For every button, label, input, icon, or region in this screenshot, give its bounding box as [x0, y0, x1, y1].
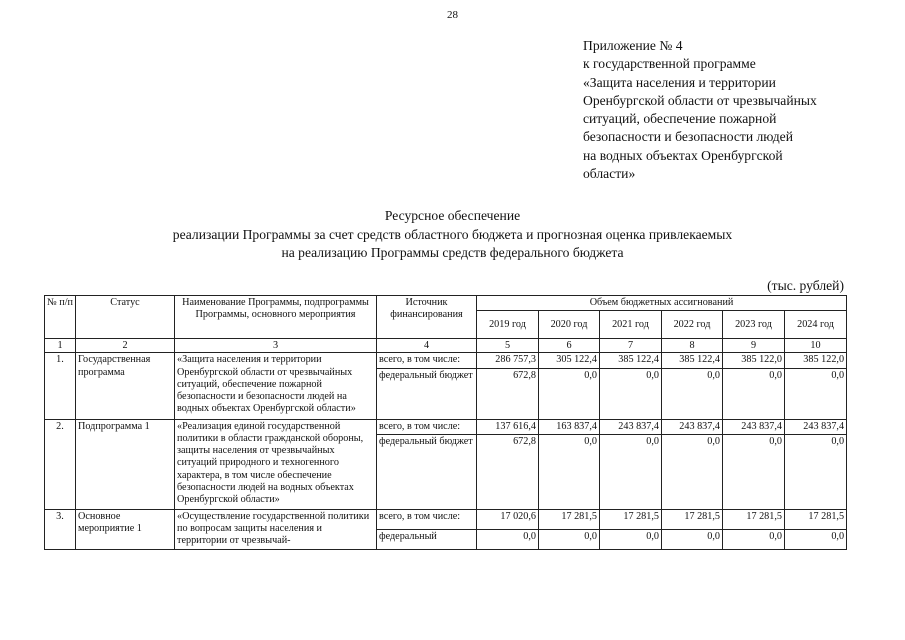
header-year: 2023 год	[723, 311, 785, 339]
row-value: 385 122,0	[785, 353, 847, 368]
header-year: 2021 год	[600, 311, 662, 339]
row-value: 243 837,4	[662, 419, 723, 434]
appendix-line: ситуаций, обеспечение пожарной	[583, 111, 777, 127]
row-value: 243 837,4	[723, 419, 785, 434]
column-number: 2	[76, 339, 175, 353]
row-value: 17 281,5	[662, 509, 723, 529]
table-row	[45, 509, 847, 529]
row-value: 0,0	[662, 434, 723, 509]
row-value: 0,0	[785, 434, 847, 509]
row-value: 17 281,5	[723, 509, 785, 529]
header-num: № п/п	[45, 296, 76, 339]
row-value: 0,0	[723, 368, 785, 419]
row-value: 0,0	[723, 529, 785, 549]
header-status: Статус	[76, 296, 175, 339]
header-source: Источник финансирования	[377, 296, 477, 339]
appendix-line: на водных объектах Оренбургской	[583, 147, 783, 163]
header-volume: Объем бюджетных ассигнований	[477, 296, 847, 311]
row-num: 1.	[45, 353, 76, 419]
appendix-line: Приложение № 4	[583, 38, 683, 53]
row-num: 3.	[45, 509, 76, 549]
row-value: 0,0	[785, 529, 847, 549]
row-value: 137 616,4	[477, 419, 539, 434]
appendix-line: области»	[583, 166, 636, 182]
budget-table	[44, 295, 847, 550]
row-value: 0,0	[662, 368, 723, 419]
column-number: 3	[175, 339, 377, 353]
row-value: 385 122,0	[723, 353, 785, 368]
column-number: 1	[45, 339, 76, 353]
row-value: 243 837,4	[785, 419, 847, 434]
row-status: Основное мероприятие 1	[76, 509, 175, 549]
row-status: Подпрограмма 1	[76, 419, 175, 509]
row-value: 0,0	[539, 434, 600, 509]
row-value: 286 757,3	[477, 353, 539, 368]
row-value: 17 281,5	[785, 509, 847, 529]
row-value: 0,0	[600, 368, 662, 419]
header-year: 2019 год	[477, 311, 539, 339]
document-title	[0, 207, 905, 263]
row-value: 0,0	[477, 529, 539, 549]
page-number: 28	[447, 9, 458, 21]
row-value: 243 837,4	[600, 419, 662, 434]
row-name: «Реализация единой государственной политики в области гражданской обороны, защиты населения от чрезвычайных ситуаций природного и техногенного характера, в том числе обеспечение безопасности людей на водных объектах Оренбургской области»	[175, 419, 377, 509]
column-number: 5	[477, 339, 539, 353]
column-number-row	[45, 339, 847, 353]
row-value: 672,8	[477, 368, 539, 419]
row-name: «Осуществление государственной политики по вопросам защиты населения и территории от чрезвычай-	[175, 509, 377, 549]
row-value: 17 281,5	[539, 509, 600, 529]
appendix-line: Оренбургской области от чрезвычайных	[583, 92, 817, 108]
appendix-note	[583, 37, 883, 183]
row-value: 0,0	[600, 434, 662, 509]
table-row	[45, 419, 847, 434]
row-value: 385 122,4	[600, 353, 662, 368]
row-value: 17 281,5	[600, 509, 662, 529]
appendix-line: к государственной программе	[583, 56, 756, 72]
row-value: 163 837,4	[539, 419, 600, 434]
row-value: 0,0	[539, 529, 600, 549]
row-value: 0,0	[600, 529, 662, 549]
column-number: 4	[377, 339, 477, 353]
title-line: Ресурсное обеспечение	[384, 208, 521, 223]
row-source: всего, в том числе:	[377, 353, 477, 368]
row-source: федеральный бюджет	[377, 434, 477, 509]
column-number: 9	[723, 339, 785, 353]
row-value: 0,0	[785, 368, 847, 419]
row-source: федеральный бюджет	[377, 368, 477, 419]
row-value: 0,0	[723, 434, 785, 509]
row-value: 0,0	[662, 529, 723, 549]
header-name: Наименование Программы, подпрограммы Программы, основного мероприятия	[175, 296, 377, 339]
table-row	[45, 353, 847, 368]
appendix-line: безопасности и безопасности людей	[583, 129, 793, 145]
row-value: 672,8	[477, 434, 539, 509]
row-source: всего, в том числе:	[377, 509, 477, 529]
row-value: 385 122,4	[662, 353, 723, 368]
row-name: «Защита населения и территории Оренбургской области от чрезвычайных ситуаций, обеспечение пожарной безопасности и безопасности людей на водных объектах Оренбургской области»	[175, 353, 377, 419]
row-num: 2.	[45, 419, 76, 509]
appendix-line: «Защита населения и территории	[583, 74, 776, 90]
row-status: Государственная программа	[76, 353, 175, 419]
units-label: (тыс. рублей)	[767, 278, 844, 293]
column-number: 6	[539, 339, 600, 353]
row-value: 17 020,6	[477, 509, 539, 529]
row-source: федеральный	[377, 529, 477, 549]
header-year: 2024 год	[785, 311, 847, 339]
title-line: на реализацию Программы средств федерального бюджета	[281, 245, 624, 261]
column-number: 8	[662, 339, 723, 353]
header-year: 2020 год	[539, 311, 600, 339]
column-number: 7	[600, 339, 662, 353]
row-value: 305 122,4	[539, 353, 600, 368]
column-number: 10	[785, 339, 847, 353]
title-line: реализации Программы за счет средств областного бюджета и прогнозная оценка привлекаемых	[172, 226, 733, 242]
row-source: всего, в том числе:	[377, 419, 477, 434]
header-row	[45, 296, 847, 311]
header-year: 2022 год	[662, 311, 723, 339]
row-value: 0,0	[539, 368, 600, 419]
